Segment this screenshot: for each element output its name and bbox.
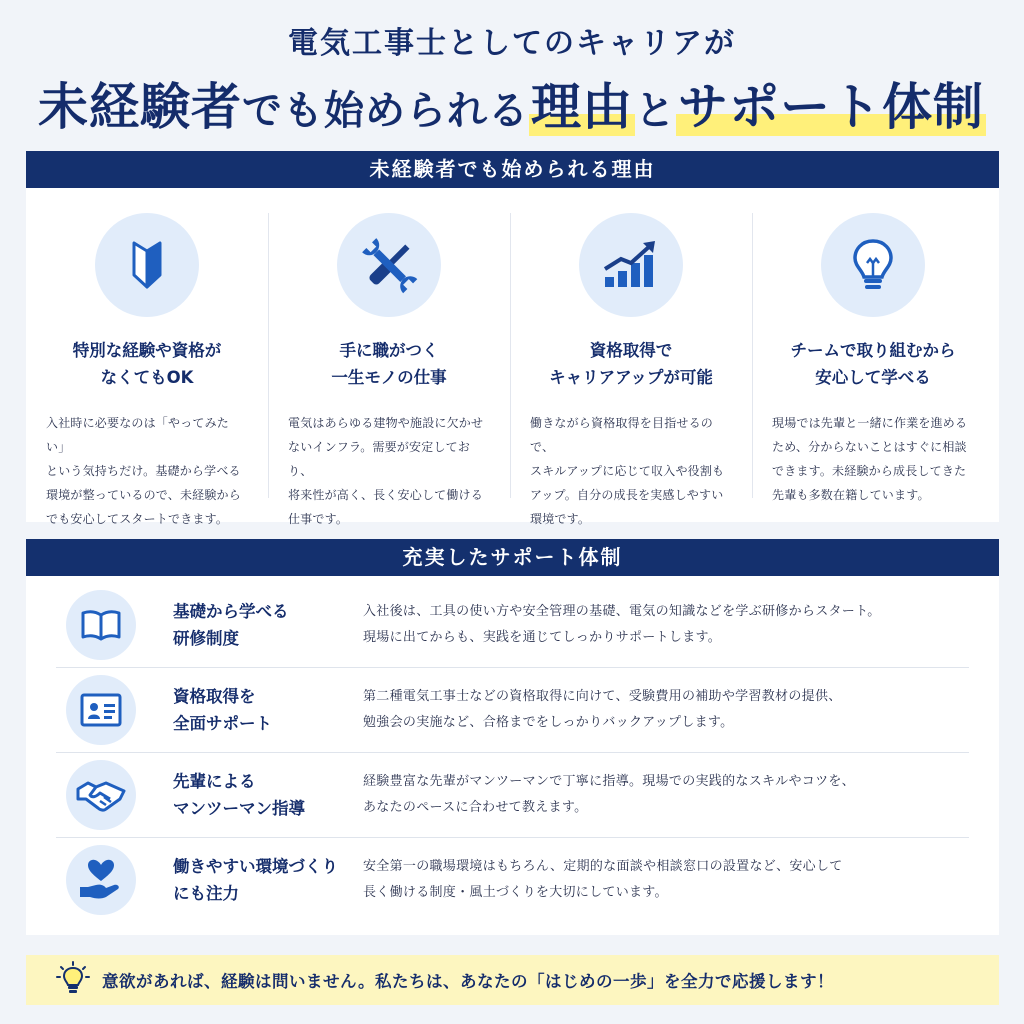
reason-card [752, 213, 994, 502]
reason-title: 手に職がつく 一生モノの仕事 [331, 341, 447, 387]
support-title: 先輩による マンツーマン指導 [173, 772, 305, 818]
support-body: 入社後は、工具の使い方や安全管理の基礎、電気の知識などを学ぶ研修からスタート。 現場に出てからも、実践を通じてしっかりサポートします。 [363, 603, 881, 645]
reason-title: 資格取得で キャリアアップが可能 [549, 341, 713, 387]
handshake-icon [66, 760, 136, 830]
reason-card [510, 213, 752, 526]
lightbulb-icon [821, 213, 925, 317]
support-section [26, 539, 999, 935]
growth-chart-icon [579, 213, 683, 317]
support-body: 第二種電気工事士などの資格取得に向けて、受験費用の補助や学習教材の提供、 勉強会の実施など、合格までをしっかりバックアップします。 [363, 689, 842, 730]
reasons-section [26, 151, 999, 526]
page-subtitle: 電気工事士としてのキャリアが [288, 26, 736, 61]
heart-hand-icon [66, 845, 136, 915]
support-title: 働きやすい環境づくり にも注力 [173, 857, 338, 903]
certificate-icon [66, 675, 136, 745]
reasons-heading: 未経験者でも始められる理由 [26, 151, 999, 188]
reason-body: 現場では先輩と一緒に作業を進める ため、分からないことはすぐに相談 できます。未経験から成長してきた 先輩も多数在籍しています。 [772, 416, 968, 502]
support-body: 経験豊富な先輩がマンツーマンで丁寧に指導。現場での実践的なスキルやコツを、 あなたのペースに合わせて教えます。 [363, 774, 855, 815]
support-row [56, 837, 969, 922]
support-title: 資格取得を 全面サポート [173, 687, 272, 733]
support-body: 安全第一の職場環境はもちろん、定期的な面談や相談窓口の設置など、安心して 長く働ける制度・風土づくりを大切にしています。 [363, 859, 843, 900]
reason-card [26, 213, 268, 526]
footer-message: 意欲があれば、経験は問いません。私たちは、あなたの「はじめの一歩」を全力で応援します！ [102, 972, 834, 991]
lightbulb-icon [56, 961, 90, 999]
title-part-2: でも始められる [242, 88, 529, 134]
reason-title: チームで取り組むから 安心して学べる [790, 341, 956, 387]
support-title: 基礎から学べる 研修制度 [173, 601, 289, 648]
page-title [0, 72, 1024, 146]
support-row [56, 752, 969, 837]
reason-body: 入社時に必要なのは「やってみたい」 という気持ちだけ。基礎から学べる 環境が整っているので、未経験から でも安心してスタートできます。 [46, 416, 241, 526]
footer-banner [26, 955, 999, 1005]
title-part-5: サポート体制 [678, 78, 984, 136]
book-icon [66, 590, 136, 660]
support-row [56, 582, 969, 667]
title-part-4: と [635, 88, 676, 134]
support-row [56, 667, 969, 752]
wrench-screwdriver-icon [337, 213, 441, 317]
support-heading: 充実したサポート体制 [26, 539, 999, 576]
reason-title: 特別な経験や資格が なくてもOK [72, 341, 222, 387]
reason-body: 働きながら資格取得を目指せるので、 スキルアップに応じて収入や役割も アップ。自分の成長を実感しやすい 環境です。 [530, 416, 725, 526]
reason-card [268, 213, 510, 526]
page-header [0, 22, 1024, 146]
beginner-mark-icon [95, 213, 199, 317]
title-part-3: 理由 [531, 78, 633, 136]
reason-body: 電気はあらゆる建物や施設に欠かせ ないインフラ。需要が安定しており、 将来性が高く、長く安心して働ける 仕事です。 [288, 416, 484, 526]
title-part-1: 未経験者 [38, 78, 242, 136]
